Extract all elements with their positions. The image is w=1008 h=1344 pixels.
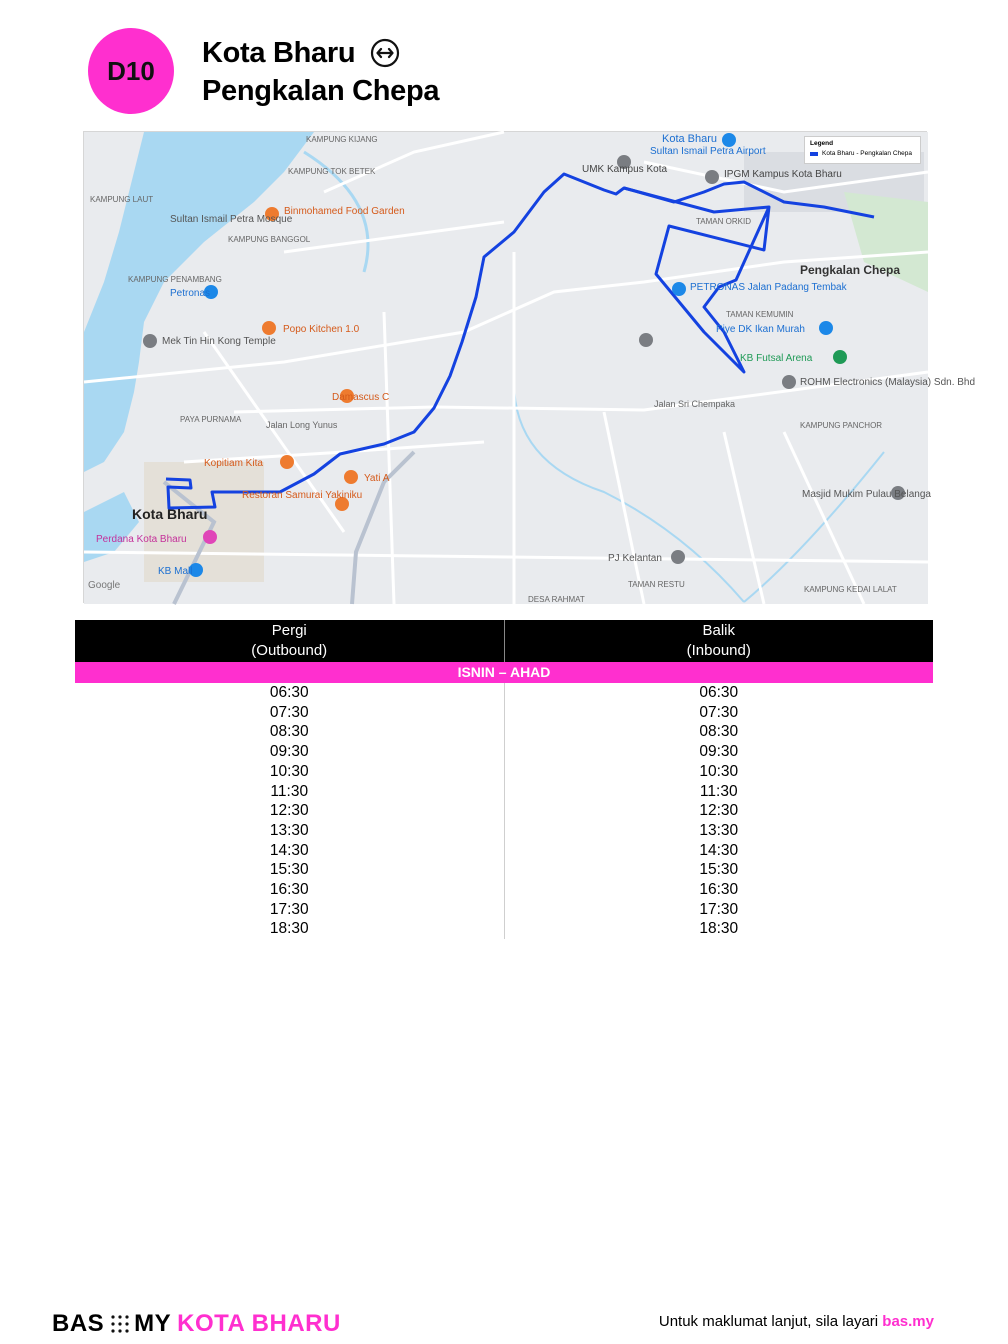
label-airport: Sultan Ismail Petra Airport xyxy=(650,146,766,157)
label-kampung-penambang: KAMPUNG PENAMBANG xyxy=(128,275,222,284)
label-kampung-laut: KAMPUNG LAUT xyxy=(90,195,154,204)
label-taman-kemumin: TAMAN KEMUMIN xyxy=(726,310,794,319)
legend-item: Kota Bharu - Pengkalan Chepa xyxy=(822,150,912,157)
time-cell: 12:30 xyxy=(269,802,309,820)
time-cell: 11:30 xyxy=(270,782,309,800)
time-cell: 11:30 xyxy=(699,782,738,800)
brand-grid-icon xyxy=(110,1314,130,1334)
label-popo: Popo Kitchen 1.0 xyxy=(283,324,360,335)
time-cell: 18:30 xyxy=(699,920,739,938)
label-jalan-sri-chempaka: Jalan Sri Chempaka xyxy=(654,399,736,409)
route-badge xyxy=(88,28,174,114)
label-pj-kelantan: PJ Kelantan xyxy=(608,553,662,564)
time-cell: 09:30 xyxy=(269,743,309,761)
route-destination-line xyxy=(202,72,439,110)
route-title xyxy=(202,34,439,110)
brand-logo xyxy=(52,1310,341,1338)
footer-link[interactable]: bas.my xyxy=(882,1313,934,1330)
label-kampung-kedai-lalat: KAMPUNG KEDAI LALAT xyxy=(804,585,897,594)
label-petronas-right: PETRONAS Jalan Padang Tembak xyxy=(690,282,847,293)
route-map[interactable] xyxy=(83,131,976,604)
label-taman-restu: TAMAN RESTU xyxy=(628,580,685,589)
label-petronas-left: Petronas xyxy=(170,288,211,299)
label-kampung-tok-betek: KAMPUNG TOK BETEK xyxy=(288,167,376,176)
town-centre-area xyxy=(144,462,264,582)
inbound-label: Balik xyxy=(702,622,735,639)
time-cell: 09:30 xyxy=(699,743,739,761)
brand-my: MY xyxy=(134,1310,172,1337)
label-samurai: Restoran Samurai Yakiniku xyxy=(242,490,363,501)
label-kampung-banggol: KAMPUNG BANGGOL xyxy=(228,235,311,244)
footer-note xyxy=(659,1313,934,1330)
time-cell: 14:30 xyxy=(699,841,739,859)
label-taman-orkid: TAMAN ORKID xyxy=(696,217,751,226)
map-legend xyxy=(804,136,921,164)
label-damascus: Damascus C xyxy=(332,392,390,403)
label-masjid-mukim: Masjid Mukim Pulau Belanga xyxy=(802,489,931,500)
time-cell: 06:30 xyxy=(699,684,739,701)
route-code: D10 xyxy=(107,55,155,86)
label-desa-rahmat: DESA RAHMAT xyxy=(528,595,585,604)
label-kampung-panchor: KAMPUNG PANCHOR xyxy=(800,421,883,430)
route-origin: Kota Bharu xyxy=(202,37,356,69)
label-kampung-kijang: KAMPUNG KIJANG xyxy=(306,135,378,144)
timetable xyxy=(75,620,933,939)
timetable-body xyxy=(75,683,933,939)
label-kopitiam: Kopitiam Kita xyxy=(204,458,263,469)
label-airport-prefix: Kota Bharu xyxy=(662,133,718,145)
time-cell: 16:30 xyxy=(269,881,309,899)
outbound-sublabel: (Outbound) xyxy=(251,642,328,659)
label-paya-purnama: PAYA PURNAMA xyxy=(180,415,242,424)
time-cell: 08:30 xyxy=(269,723,309,741)
time-cell: 17:30 xyxy=(699,900,739,918)
time-cell: 06:30 xyxy=(269,684,309,701)
label-kb-mall: KB Mall xyxy=(158,566,193,577)
time-cell: 08:30 xyxy=(699,723,739,741)
time-cell: 16:30 xyxy=(699,881,739,899)
label-kampus-kota: IPGM Kampus Kota Bharu xyxy=(724,169,842,180)
time-cell: 13:30 xyxy=(269,821,309,839)
label-mek-tin: Mek Tin Hin Kong Temple xyxy=(162,336,276,347)
inbound-times xyxy=(504,683,934,939)
inbound-header xyxy=(504,620,934,662)
legend-route-swatch xyxy=(810,152,818,156)
label-jalan-long-yunus: Jalan Long Yunus xyxy=(266,420,338,430)
bidirectional-arrow-icon xyxy=(369,37,401,69)
label-binmohamed: Binmohamed Food Garden xyxy=(284,206,405,217)
time-cell: 12:30 xyxy=(699,802,739,820)
route-destination: Pengkalan Chepa xyxy=(202,75,440,107)
label-yati: Yati A xyxy=(364,473,390,484)
label-piye: Piye DK Ikan Murah xyxy=(716,324,805,335)
route-origin-line xyxy=(202,34,439,72)
label-kota-bharu: Kota Bharu xyxy=(132,506,208,522)
outbound-label: Pergi xyxy=(271,622,307,639)
time-cell: 14:30 xyxy=(269,841,309,859)
time-cell: 18:30 xyxy=(269,920,309,938)
map-canvas xyxy=(84,132,976,604)
time-cell: 13:30 xyxy=(699,821,739,839)
brand-city: KOTA BHARU xyxy=(177,1310,341,1337)
time-cell: 15:30 xyxy=(269,861,309,879)
inbound-sublabel: (Inbound) xyxy=(686,642,751,659)
legend-title: Legend xyxy=(810,140,834,147)
time-cell: 15:30 xyxy=(699,861,739,879)
label-perdana: Perdana Kota Bharu xyxy=(96,534,187,545)
legend-row xyxy=(810,150,915,157)
outbound-times xyxy=(75,683,504,939)
outbound-header xyxy=(75,620,504,662)
label-umk: UMK Kampus Kota xyxy=(582,164,668,175)
label-mosque: Sultan Ismail Petra Mosque xyxy=(170,214,293,225)
day-range-bar: ISNIN – AHAD xyxy=(75,662,933,683)
time-cell: 10:30 xyxy=(269,762,309,780)
label-google: Google xyxy=(88,580,121,591)
time-cell: 07:30 xyxy=(699,703,739,721)
brand-bas: BAS xyxy=(52,1310,105,1337)
label-pengkalan-chepa: Pengkalan Chepa xyxy=(800,263,901,277)
label-futsal: KB Futsal Arena xyxy=(740,353,813,364)
time-cell: 17:30 xyxy=(269,900,309,918)
timetable-header xyxy=(75,620,933,662)
time-cell: 10:30 xyxy=(699,762,739,780)
time-cell: 07:30 xyxy=(269,703,309,721)
footer-note-text: Untuk maklumat lanjut, sila layari xyxy=(658,1313,879,1330)
label-rohm: ROHM Electronics (Malaysia) Sdn. Bhd xyxy=(800,377,976,388)
